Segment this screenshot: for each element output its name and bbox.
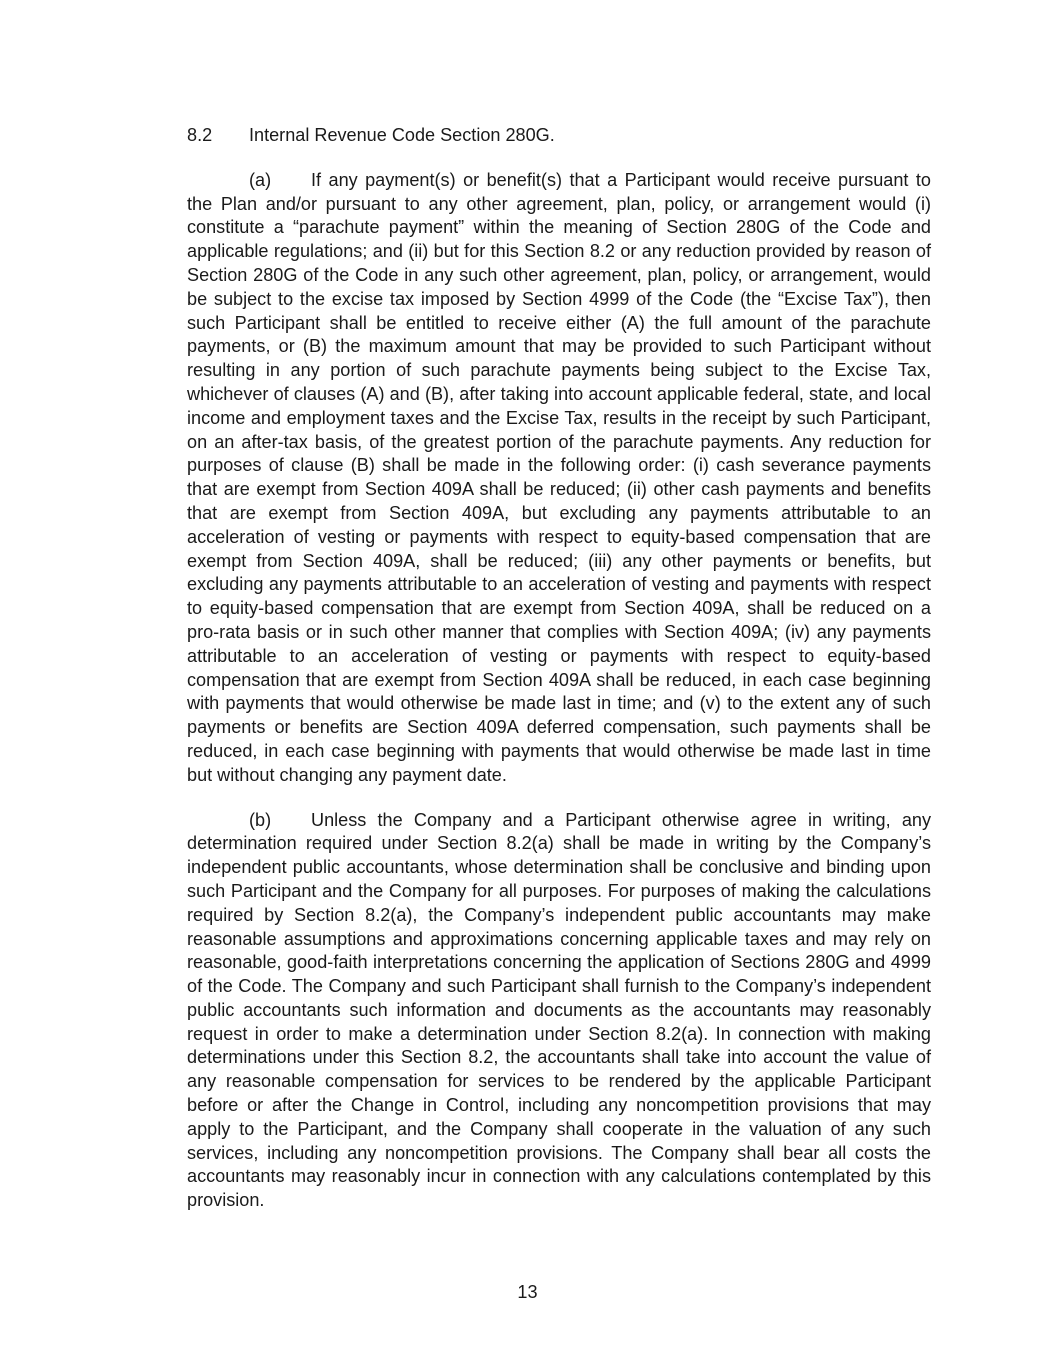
section-title: Internal Revenue Code Section 280G. <box>249 125 555 145</box>
section-heading <box>187 124 931 148</box>
paragraph-b-label: (b) <box>249 809 272 830</box>
paragraph-a-text: If any payment(s) or benefit(s) that a Participant would receive pursuant to the Plan and/or pursuant to any other agreement, plan, policy, or arrangement would (i) constitute a “parachute payment” within the meaning of Section 280G of the Code and applicable regulations; and (ii) but for this Section 8.2 or any reduction provided by reason of Section 280G of the Code in any such other agreement, plan, policy, or arrangement, would be subject to the excise tax imposed by Section 4999 of the Code (the “Excise Tax”), then such Participant shall be entitled to receive either (A) the full amount of the parachute payments, or (B) the maximum amount that may be provided to such Participant without resulting in any portion of such parachute payments being subject to the Excise Tax, whichever of clauses (A) and (B), after taking into account applicable federal, state, and local income and employment taxes and the Excise Tax, results in the receipt by such Participant, on an after-tax basis, of the greatest portion of the parachute payments. Any reduction for purposes of clause (B) shall be made in the following order: (i) cash severance payments that are exempt from Section 409A shall be reduced; (ii) other cash payments and benefits that are exempt from Section 409A, but excluding any payments attributable to an acceleration of vesting or payments with respect to equity-based compensation that are exempt from Section 409A, shall be reduced; (iii) any other payments or benefits, but excluding any payments attributable to an acceleration of vesting and payments with respect to equity-based compensation that are exempt from Section 409A, shall be reduced on a pro-rata basis or in such other manner that complies with Section 409A; (iv) any payments attributable to an acceleration of vesting or payments with respect to equity-based compensation that are exempt from Section 409A shall be reduced, in each case beginning with payments that would otherwise be made last in time; and (v) to the extent any of such payments or benefits are Section 409A deferred compensation, such payments shall be reduced, in each case beginning with payments that would otherwise be made last in time but without changing any payment date. <box>187 169 931 785</box>
paragraph-b <box>187 809 931 1214</box>
section-number: 8.2 <box>187 125 213 145</box>
page-number: 13 <box>517 1282 538 1302</box>
paragraph-a-label: (a) <box>249 169 272 190</box>
paragraph-b-text: Unless the Company and a Participant otherwise agree in writing, any determination required under Section 8.2(a) shall be made in writing by the Company’s independent public accountants, whose determination shall be conclusive and binding upon such Participant and the Company for all purposes. For purposes of making the calculations required by Section 8.2(a), the Company’s independent public accountants may make reasonable assumptions and approximations concerning applicable taxes and may rely on reasonable, good-faith interpretations concerning the application of Sections 280G and 4999 of the Code. The Company and such Participant shall furnish to the Company’s independent public accountants such information and documents as the accountants may reasonably request in order to make a determination under Section 8.2(a). In connection with making determinations under this Section 8.2, the accountants shall take into account the value of any reasonable compensation for services to be rendered by the applicable Participant before or after the Change in Control, including any noncompetition provisions that may apply to the Participant, and the Company shall cooperate in the valuation of any such services, including any noncompetition provisions. The Company shall bear all costs the accountants may reasonably incur in connection with any calculations contemplated by this provision. <box>187 809 931 1211</box>
paragraph-a <box>187 169 931 788</box>
document-body <box>187 124 931 1234</box>
